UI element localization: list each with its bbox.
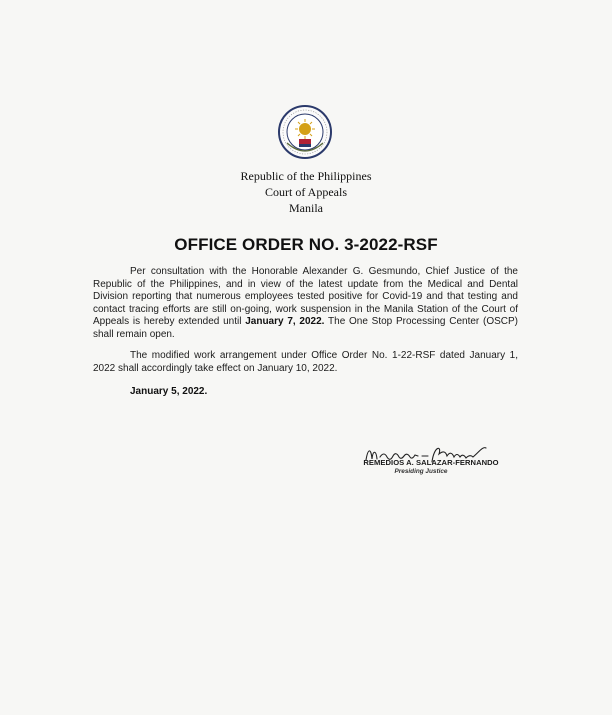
letterhead-city: Manila	[289, 201, 323, 215]
document-title: OFFICE ORDER NO. 3-2022-RSF	[174, 235, 438, 254]
letterhead	[0, 168, 612, 216]
paragraph-1-text: Per consultation with the Honorable Alexander G. Gesmundo, Chief Justice of the Republic of the Philippines, and in view of the latest update from the Medical and Dental Division reporting that numerous employees tested positive for Covid-19 and that testing and contact tracing efforts are still on-going, work suspension in the Manila Station of the Court of Appeals is hereby extended until	[93, 266, 518, 328]
document-date: January 5, 2022.	[130, 386, 208, 397]
court-of-appeals-seal-icon	[277, 103, 333, 161]
body-paragraph-1	[93, 266, 518, 342]
extension-date: January 7, 2022.	[245, 316, 325, 328]
letterhead-republic: Republic of the Philippines	[240, 169, 372, 183]
paragraph-1-tail: The One Stop Processing Center (OSCP) shall remain open.	[93, 316, 518, 340]
letterhead-court: Court of Appeals	[265, 185, 347, 199]
signatory-name: REMEDIOS A. SALAZAR-FERNANDO	[363, 458, 499, 467]
body-paragraph-2: The modified work arrangement under Office Order No. 1-22-RSF dated January 1, 2022 shall accordingly take effect on January 10, 2022.	[93, 350, 518, 374]
signatory-title: Presiding Justice	[394, 468, 448, 475]
